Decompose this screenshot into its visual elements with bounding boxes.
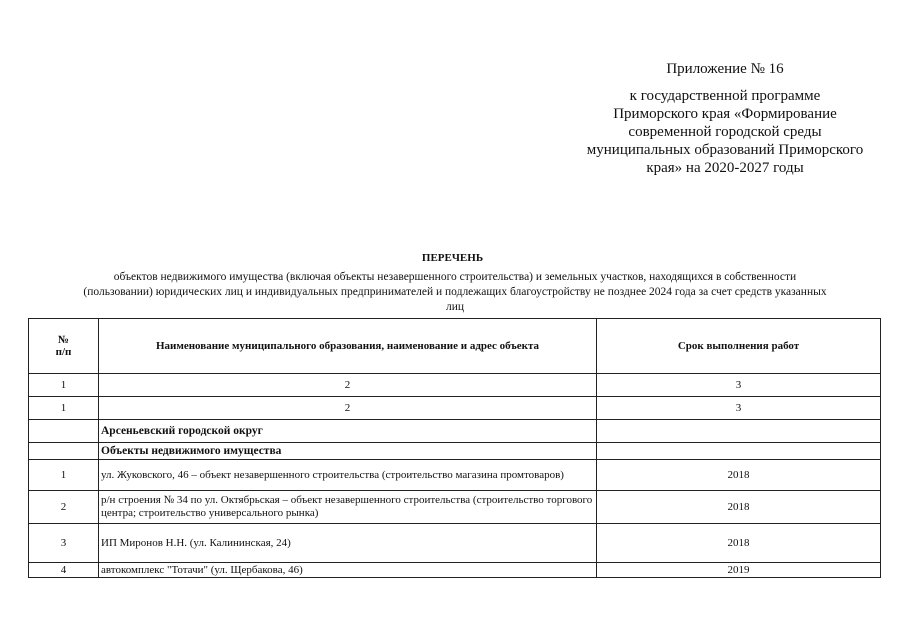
cell: 3	[597, 397, 881, 420]
table-row	[29, 491, 881, 524]
table-row	[29, 524, 881, 563]
cell: 3	[597, 374, 881, 397]
cell	[597, 443, 881, 460]
numbering-row	[29, 397, 881, 420]
row-num: 2	[29, 491, 99, 524]
header-num-line1: №	[57, 334, 70, 346]
document-title: ПЕРЕЧЕНЬ	[421, 252, 484, 264]
table-row	[29, 460, 881, 491]
appendix-line: современной городской среды	[628, 124, 822, 140]
row-name: автокомплекс "Тотачи" (ул. Щербакова, 46)	[99, 563, 597, 578]
section-title: Арсеньевский городской округ	[99, 420, 597, 443]
appendix-number: Приложение № 16	[666, 61, 784, 77]
section-row	[29, 420, 881, 443]
row-term: 2018	[597, 491, 881, 524]
subtitle-line: (пользовании) юридических лиц и индивидуальных предпринимателей и подлежащих благоустройству не позднее 2024 года за счет средств указанных	[83, 286, 827, 298]
subtitle-line: лиц	[445, 301, 465, 313]
row-name: р/н строения № 34 по ул. Октябрьская – объект незавершенного строительства (строительство торгового центра; строительство универсального рынка)	[99, 491, 597, 524]
appendix-line: к государственной программе	[629, 88, 821, 104]
row-num: 1	[29, 460, 99, 491]
cell: 1	[29, 374, 99, 397]
header-name: Наименование муниципального образования, наименование и адрес объекта	[99, 319, 597, 374]
subtitle-line: объектов недвижимого имущества (включая объекты незавершенного строительства) и земельных участков, находящихся в собственности	[113, 271, 797, 283]
cell: 1	[29, 397, 99, 420]
row-name: ИП Миронов Н.Н. (ул. Калининская, 24)	[99, 524, 597, 563]
table-row	[29, 563, 881, 578]
row-term: 2019	[597, 563, 881, 578]
appendix-header	[560, 60, 890, 177]
subsection-row	[29, 443, 881, 460]
cell: 2	[99, 397, 597, 420]
numbering-row	[29, 374, 881, 397]
appendix-line: края» на 2020-2027 годы	[646, 160, 804, 176]
header-num	[29, 319, 99, 374]
header-num-line2: п/п	[55, 346, 72, 358]
row-term: 2018	[597, 460, 881, 491]
objects-table	[28, 318, 881, 578]
header-term: Срок выполнения работ	[597, 319, 881, 374]
subsection-title: Объекты недвижимого имущества	[99, 443, 597, 460]
table-header-row	[29, 319, 881, 374]
row-term: 2018	[597, 524, 881, 563]
row-name: ул. Жуковского, 46 – объект незавершенного строительства (строительство магазина промтоваров)	[99, 460, 597, 491]
cell	[597, 420, 881, 443]
row-num: 4	[29, 563, 99, 578]
appendix-line: Приморского края «Формирование	[613, 106, 837, 122]
row-num: 3	[29, 524, 99, 563]
appendix-line: муниципальных образований Приморского	[586, 142, 864, 158]
cell	[29, 420, 99, 443]
document-subtitle	[25, 270, 885, 315]
cell	[29, 443, 99, 460]
cell: 2	[99, 374, 597, 397]
